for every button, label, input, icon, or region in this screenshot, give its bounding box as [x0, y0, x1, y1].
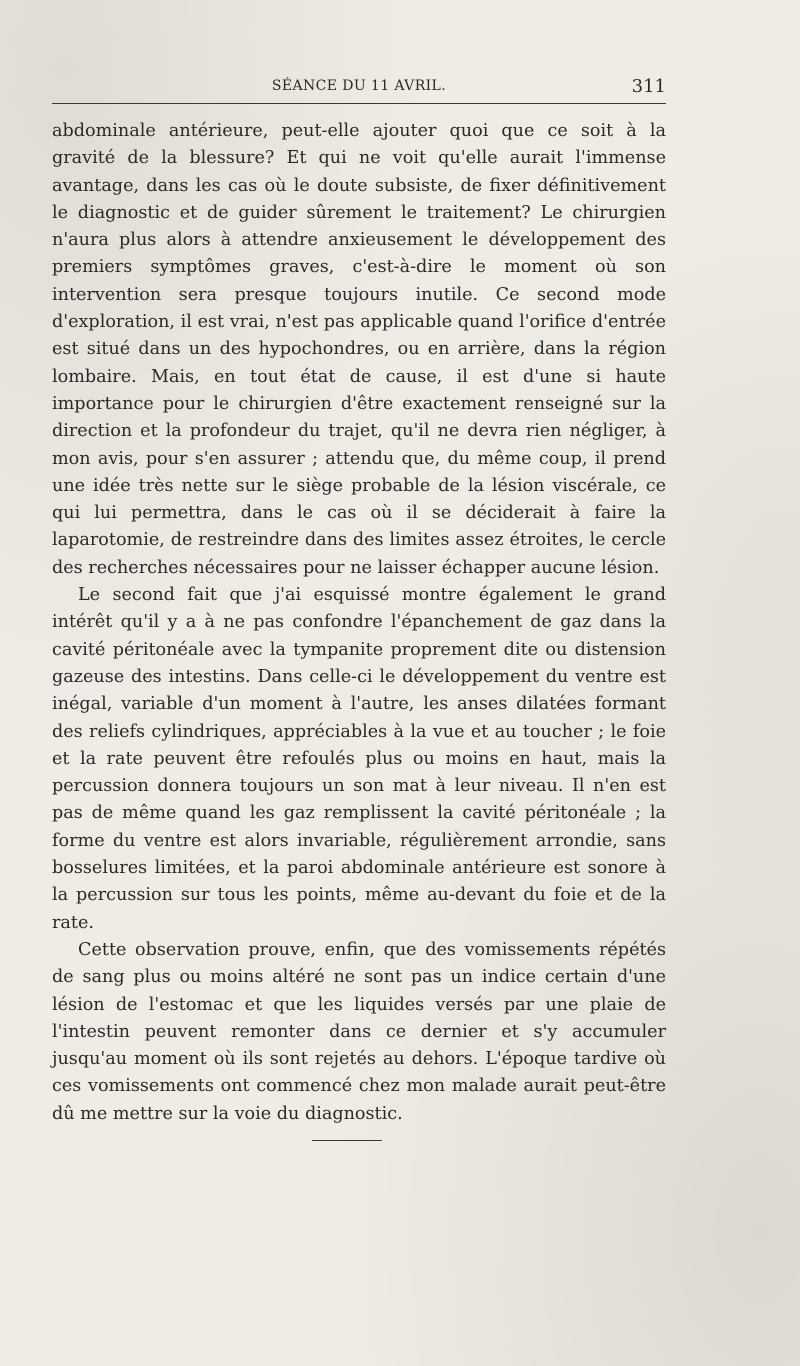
body-text: [52, 118, 666, 1128]
paragraph-1: abdominale antérieure, peut-elle ajouter quoi que ce soit à la gravité de la blessure? Et qui ne voit qu'elle aurait l'immense avantage, dans les cas où le doute subsiste, de fixer définitivement le diagnostic et de guider sûrement le traitement? Le chirurgien n'aura plus alors à attendre anxieusement le développement des premiers symptômes graves, c'est-à-dire le moment où son intervention sera presque toujours inutile. Ce second mode d'exploration, il est vrai, n'est pas applicable quand l'orifice d'entrée est situé dans un des hypochondres, ou en arrière, dans la région lombaire. Mais, en tout état de cause, il est d'une si haute importance pour le chirurgien d'être exactement renseigné sur la direction et la profondeur du trajet, qu'il ne devra rien négliger, à mon avis, pour s'en assurer ; attendu que, du même coup, il prend une idée très nette sur le siège probable de la lésion viscérale, ce qui lui permettra, dans le cas où il se déciderait à faire la laparotomie, de restreindre dans des limites assez étroites, le cercle des recherches nécessaires pour ne laisser échapper aucune lésion.: [52, 121, 666, 578]
running-title: SÉANCE DU 11 AVRIL.: [271, 78, 447, 94]
page-number: 311: [631, 76, 666, 97]
running-head: [52, 78, 666, 102]
end-rule: [312, 1140, 382, 1141]
header-rule: [52, 103, 666, 104]
paragraph-2: Le second fait que j'ai esquissé montre également le grand intérêt qu'il y a à ne pas confondre l'épanchement de gaz dans la cavité péritonéale avec la tympanite proprement dite ou distension gazeuse des intestins. Dans celle-ci le développement du ventre est inégal, variable d'un moment à l'autre, les anses dilatées formant des reliefs cylindriques, appréciables à la vue et au toucher ; le foie et la rate peuvent être refoulés plus ou moins en haut, mais la percussion donnera toujours un son mat à leur niveau. Il n'en est pas de même quand les gaz remplissent la cavité péritonéale ; la forme du ventre est alors invariable, régulièrement arrondie, sans bosselures limitées, et la paroi abdominale antérieure est sonore à la percussion sur tous les points, même au-devant du foie et de la rate.: [52, 585, 666, 933]
paragraph-3: Cette observation prouve, enfin, que des vomissements répétés de sang plus ou moins altéré ne sont pas un indice certain d'une lésion de l'estomac et que les liquides versés par une plaie de l'intestin peuvent remonter dans ce dernier et s'y accumuler jusqu'au moment où ils sont rejetés au dehors. L'époque tardive où ces vomissements ont commencé chez mon malade aurait peut-être dû me mettre sur la voie du diagnostic.: [52, 939, 666, 1124]
